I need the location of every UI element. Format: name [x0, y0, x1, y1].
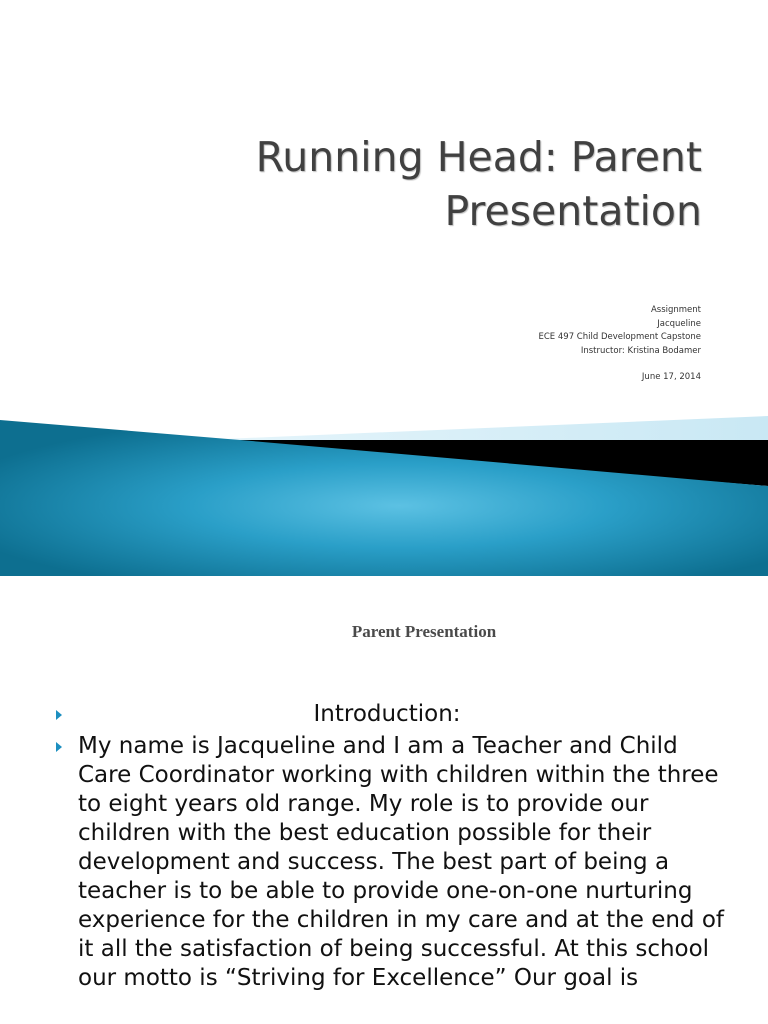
bullet-item-introduction: [56, 700, 736, 732]
banner-pale-band: [200, 416, 768, 442]
subtitle-author: Jacqueline: [657, 318, 701, 329]
slide-title: [102, 130, 702, 238]
subtitle-assignment: Assignment: [650, 305, 701, 315]
triangle-bullet-icon: [56, 742, 62, 752]
bullet-text-introduction: Introduction:: [313, 701, 461, 727]
slide-title-line-2: Presentation: [444, 187, 702, 235]
subtitle-date: June 17, 2014: [641, 372, 701, 382]
slide-subtitle: [301, 304, 701, 385]
bullet-list: [56, 700, 736, 993]
subtitle-course: ECE 497 Child Development Capstone: [538, 332, 701, 342]
bullet-item-body: [56, 732, 736, 993]
slide-title-line-1: Running Head: Parent: [255, 133, 702, 181]
subtitle-instructor: Instructor: Kristina Bodamer: [580, 345, 701, 356]
document-heading: Parent Presentation: [351, 622, 497, 641]
decorative-banner: [0, 410, 768, 576]
triangle-bullet-icon: [56, 710, 62, 720]
bullet-text-body: My name is Jacqueline and I am a Teacher and Child Care Coordinator working with children within the three to eight years old range. My role is to provide our children with the best education possible for their development and success. The best part of being a teacher is to be able to provide one-on-one nurturing experience for the children in my care and at the end of it all the satisfaction of being successful. At this school our motto is “Striving for Excellence” Our goal is: [78, 733, 724, 991]
